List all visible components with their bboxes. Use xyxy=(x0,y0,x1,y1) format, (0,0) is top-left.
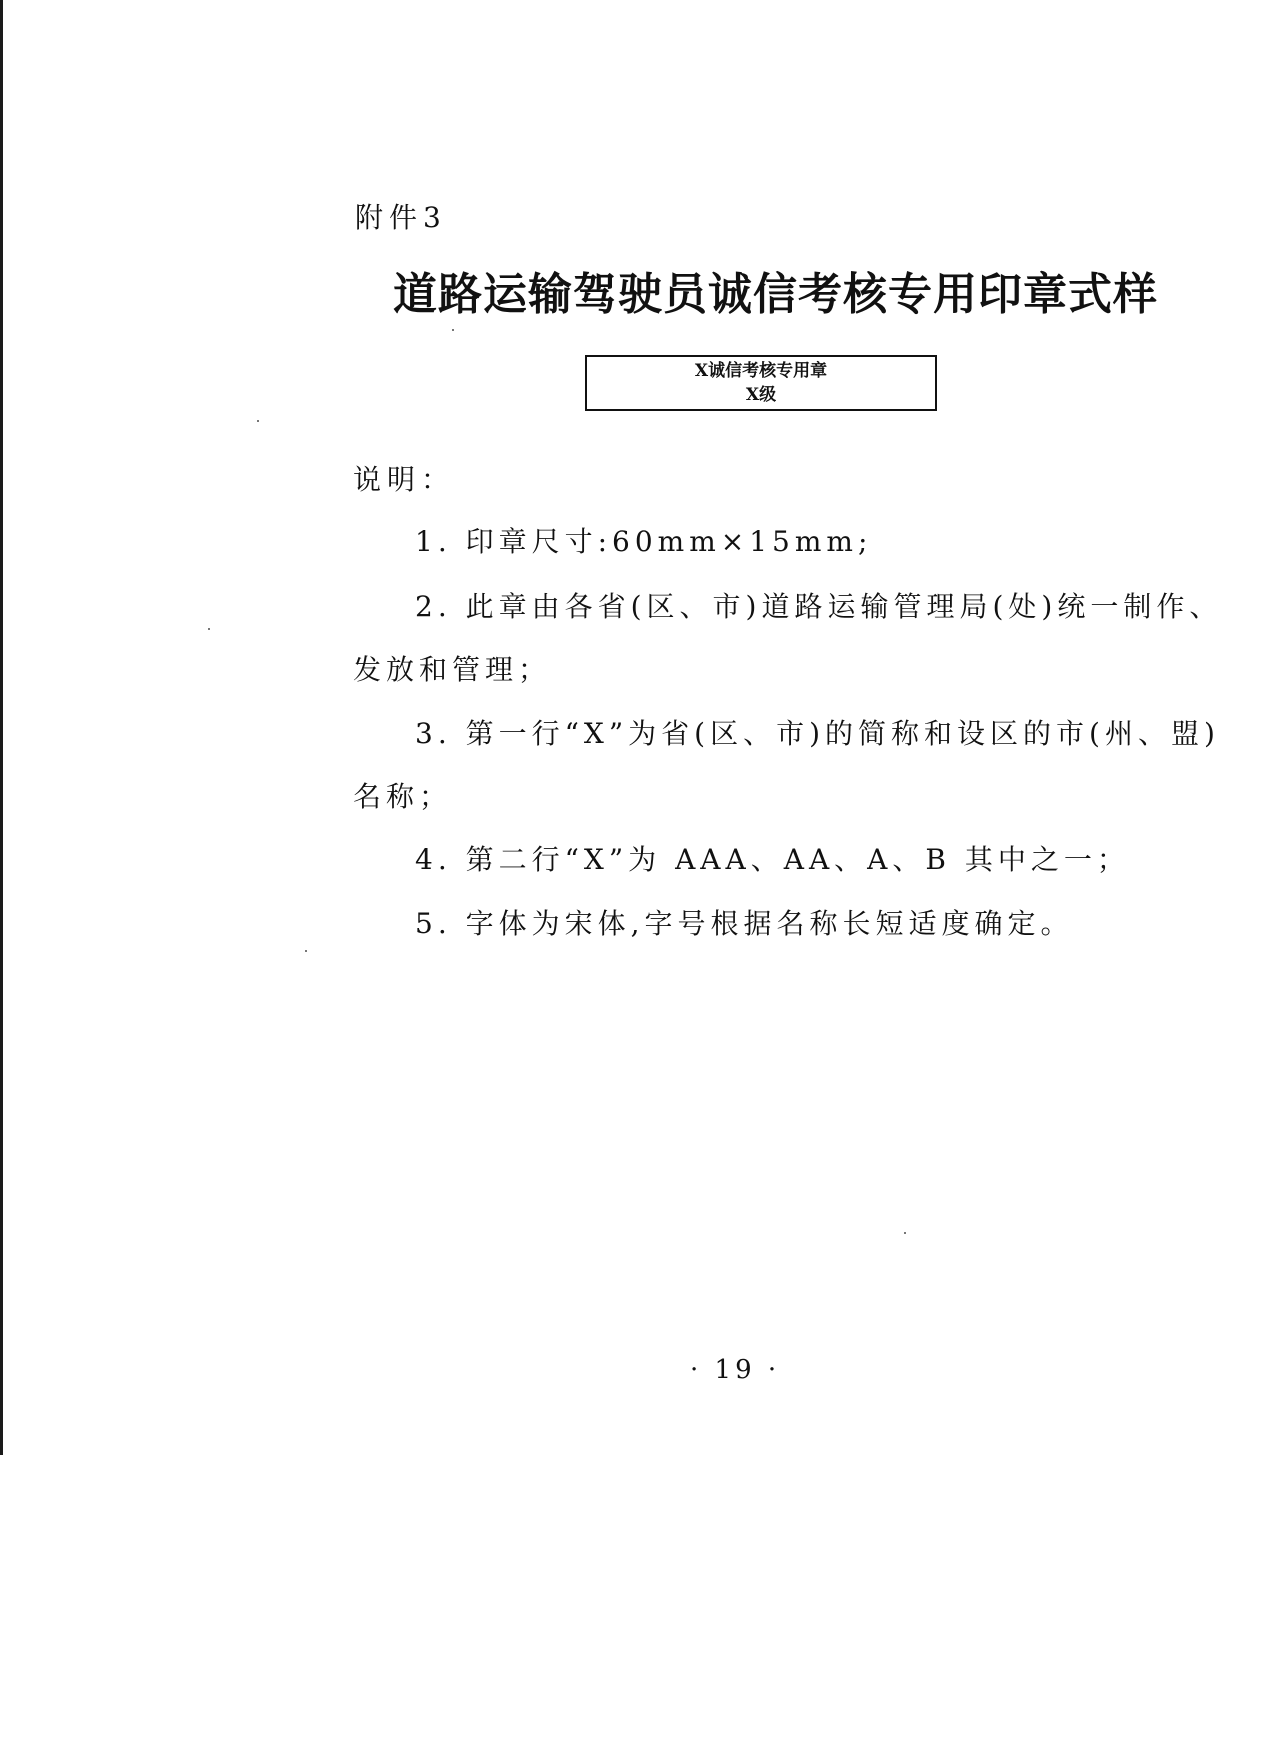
notes-heading: 说明： xyxy=(353,463,456,496)
seal-line-1: X诚信考核专用章 xyxy=(694,361,828,381)
scan-edge-mark xyxy=(0,0,3,1455)
note-5: 5. 字体为宋体,字号根据名称长短适度确定。 xyxy=(415,907,1074,940)
note-1: 1. 印章尺寸:60mm×15mm; xyxy=(415,525,873,558)
scan-speck xyxy=(305,950,307,952)
scan-speck xyxy=(452,329,454,331)
attachment-label: 附件3 xyxy=(355,201,447,234)
note-2-continuation: 发放和管理； xyxy=(353,653,552,686)
note-3-continuation: 名称； xyxy=(353,780,453,813)
seal-line-2: X级 xyxy=(745,385,777,405)
scan-speck xyxy=(904,1232,906,1234)
note-4: 4. 第二行“X”为 AAA、AA、A、B 其中之一； xyxy=(415,843,1130,876)
scan-speck xyxy=(257,420,259,422)
scan-speck xyxy=(208,628,210,630)
note-2: 2. 此章由各省(区、市)道路运输管理局(处)统一制作、 xyxy=(415,590,1223,623)
note-3: 3. 第一行“X”为省(区、市)的简称和设区的市(州、盟) xyxy=(415,717,1220,750)
seal-sample-box xyxy=(585,355,937,411)
document-title: 道路运输驾驶员诚信考核专用印章式样 xyxy=(393,269,1158,320)
page-number: · 19 · xyxy=(690,1355,781,1385)
